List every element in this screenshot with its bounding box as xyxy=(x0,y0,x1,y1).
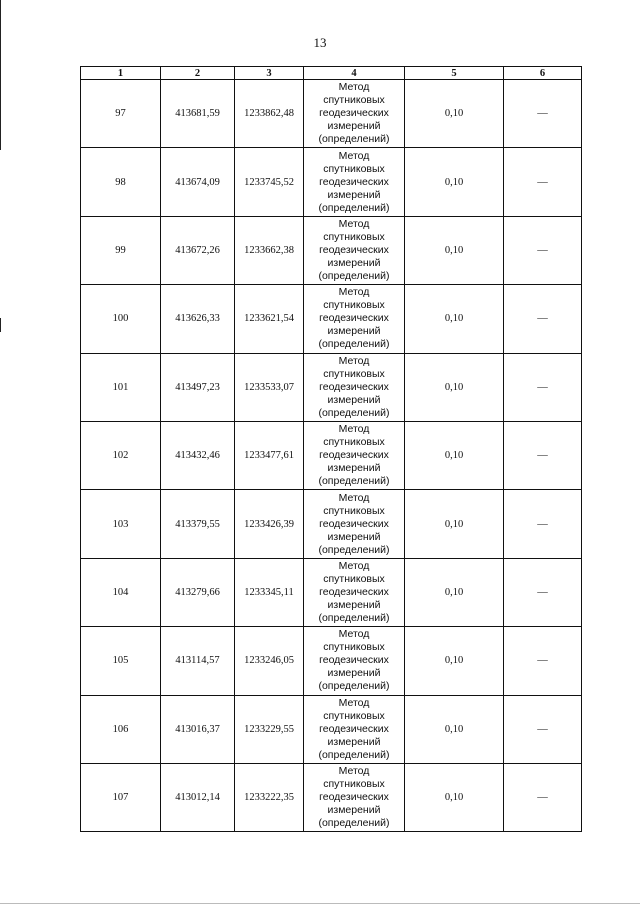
method-line: спутниковых xyxy=(323,94,385,107)
method-line: спутниковых xyxy=(323,641,385,654)
table-row xyxy=(81,421,582,489)
method-line: Метод xyxy=(338,217,370,230)
note-cell: — xyxy=(504,148,582,216)
table-row xyxy=(81,148,582,216)
column-header: 2 xyxy=(161,67,235,80)
method-line: измерений xyxy=(327,667,381,680)
method-line: (определений) xyxy=(318,817,390,830)
table-row xyxy=(81,763,582,831)
column-header: 6 xyxy=(504,67,582,80)
point-number-cell: 107 xyxy=(81,763,161,831)
table-row xyxy=(81,627,582,695)
method-line: геодезических xyxy=(319,722,389,735)
method-line: спутниковых xyxy=(323,230,385,243)
method-cell xyxy=(304,353,405,421)
table-row xyxy=(81,490,582,558)
point-number-cell: 103 xyxy=(81,490,161,558)
method-line: спутниковых xyxy=(323,299,385,312)
note-cell: — xyxy=(504,695,582,763)
method-line: геодезических xyxy=(319,449,389,462)
method-line: Метод xyxy=(338,628,370,641)
note-cell: — xyxy=(504,763,582,831)
method-cell xyxy=(304,558,405,626)
x-coordinate-cell: 413674,09 xyxy=(161,148,235,216)
x-coordinate-cell: 413497,23 xyxy=(161,353,235,421)
accuracy-cell: 0,10 xyxy=(405,148,504,216)
column-header: 5 xyxy=(405,67,504,80)
method-line: (определений) xyxy=(318,680,390,693)
table-row xyxy=(81,353,582,421)
method-line: геодезических xyxy=(319,585,389,598)
method-line: спутниковых xyxy=(323,367,385,380)
method-cell xyxy=(304,627,405,695)
accuracy-cell: 0,10 xyxy=(405,490,504,558)
method-line: Метод xyxy=(338,423,370,436)
method-line: Метод xyxy=(338,354,370,367)
method-line: геодезических xyxy=(319,243,389,256)
method-line: геодезических xyxy=(319,312,389,325)
accuracy-cell: 0,10 xyxy=(405,763,504,831)
accuracy-cell: 0,10 xyxy=(405,695,504,763)
y-coordinate-cell: 1233229,55 xyxy=(235,695,304,763)
accuracy-cell: 0,10 xyxy=(405,421,504,489)
x-coordinate-cell: 413681,59 xyxy=(161,80,235,148)
method-line: (определений) xyxy=(318,406,390,419)
x-coordinate-cell: 413379,55 xyxy=(161,490,235,558)
scan-bottom-edge xyxy=(0,903,640,904)
method-line: геодезических xyxy=(319,107,389,120)
y-coordinate-cell: 1233246,05 xyxy=(235,627,304,695)
method-line: (определений) xyxy=(318,201,390,214)
method-line: измерений xyxy=(327,188,381,201)
method-line: измерений xyxy=(327,120,381,133)
point-number-cell: 106 xyxy=(81,695,161,763)
method-cell xyxy=(304,421,405,489)
note-cell: — xyxy=(504,80,582,148)
method-line: спутниковых xyxy=(323,572,385,585)
method-line: геодезических xyxy=(319,654,389,667)
table-row xyxy=(81,80,582,148)
table-row xyxy=(81,285,582,353)
y-coordinate-cell: 1233477,61 xyxy=(235,421,304,489)
accuracy-cell: 0,10 xyxy=(405,353,504,421)
method-line: геодезических xyxy=(319,380,389,393)
method-cell xyxy=(304,695,405,763)
column-header: 4 xyxy=(304,67,405,80)
method-line: измерений xyxy=(327,256,381,269)
method-line: геодезических xyxy=(319,517,389,530)
accuracy-cell: 0,10 xyxy=(405,558,504,626)
method-line: Метод xyxy=(338,559,370,572)
accuracy-cell: 0,10 xyxy=(405,627,504,695)
y-coordinate-cell: 1233345,11 xyxy=(235,558,304,626)
point-number-cell: 105 xyxy=(81,627,161,695)
coordinates-table xyxy=(80,66,582,832)
column-header: 1 xyxy=(81,67,161,80)
table-header-row xyxy=(81,67,582,80)
method-line: спутниковых xyxy=(323,504,385,517)
method-cell xyxy=(304,763,405,831)
scan-edge-mark xyxy=(0,0,1,150)
method-line: Метод xyxy=(338,765,370,778)
note-cell: — xyxy=(504,627,582,695)
y-coordinate-cell: 1233426,39 xyxy=(235,490,304,558)
x-coordinate-cell: 413432,46 xyxy=(161,421,235,489)
point-number-cell: 101 xyxy=(81,353,161,421)
method-line: спутниковых xyxy=(323,162,385,175)
method-line: (определений) xyxy=(318,269,390,282)
point-number-cell: 104 xyxy=(81,558,161,626)
method-line: (определений) xyxy=(318,133,390,146)
y-coordinate-cell: 1233745,52 xyxy=(235,148,304,216)
method-line: Метод xyxy=(338,696,370,709)
method-line: измерений xyxy=(327,735,381,748)
accuracy-cell: 0,10 xyxy=(405,285,504,353)
accuracy-cell: 0,10 xyxy=(405,80,504,148)
page-number: 13 xyxy=(313,35,327,50)
point-number-cell: 99 xyxy=(81,216,161,284)
method-line: измерений xyxy=(327,325,381,338)
y-coordinate-cell: 1233862,48 xyxy=(235,80,304,148)
method-line: измерений xyxy=(327,804,381,817)
method-line: геодезических xyxy=(319,791,389,804)
method-cell xyxy=(304,216,405,284)
method-line: измерений xyxy=(327,530,381,543)
method-line: (определений) xyxy=(318,475,390,488)
method-line: спутниковых xyxy=(323,778,385,791)
method-cell xyxy=(304,285,405,353)
y-coordinate-cell: 1233222,35 xyxy=(235,763,304,831)
method-line: спутниковых xyxy=(323,709,385,722)
x-coordinate-cell: 413114,57 xyxy=(161,627,235,695)
x-coordinate-cell: 413012,14 xyxy=(161,763,235,831)
method-line: (определений) xyxy=(318,748,390,761)
x-coordinate-cell: 413672,26 xyxy=(161,216,235,284)
point-number-cell: 98 xyxy=(81,148,161,216)
x-coordinate-cell: 413279,66 xyxy=(161,558,235,626)
method-line: геодезических xyxy=(319,175,389,188)
y-coordinate-cell: 1233662,38 xyxy=(235,216,304,284)
method-line: измерений xyxy=(327,598,381,611)
method-line: измерений xyxy=(327,462,381,475)
method-line: спутниковых xyxy=(323,436,385,449)
method-line: (определений) xyxy=(318,543,390,556)
point-number-cell: 97 xyxy=(81,80,161,148)
method-line: Метод xyxy=(338,81,370,94)
point-number-cell: 100 xyxy=(81,285,161,353)
method-line: (определений) xyxy=(318,611,390,624)
note-cell: — xyxy=(504,421,582,489)
table-body xyxy=(81,80,582,832)
method-line: Метод xyxy=(338,491,370,504)
note-cell: — xyxy=(504,353,582,421)
note-cell: — xyxy=(504,285,582,353)
method-cell xyxy=(304,80,405,148)
accuracy-cell: 0,10 xyxy=(405,216,504,284)
point-number-cell: 102 xyxy=(81,421,161,489)
scan-edge-mark-2 xyxy=(0,318,1,332)
method-line: Метод xyxy=(338,149,370,162)
column-header: 3 xyxy=(235,67,304,80)
method-cell xyxy=(304,148,405,216)
table-row xyxy=(81,216,582,284)
x-coordinate-cell: 413016,37 xyxy=(161,695,235,763)
method-line: измерений xyxy=(327,393,381,406)
table-row xyxy=(81,558,582,626)
table-row xyxy=(81,695,582,763)
method-line: Метод xyxy=(338,286,370,299)
method-line: (определений) xyxy=(318,338,390,351)
y-coordinate-cell: 1233533,07 xyxy=(235,353,304,421)
note-cell: — xyxy=(504,558,582,626)
note-cell: — xyxy=(504,490,582,558)
method-cell xyxy=(304,490,405,558)
y-coordinate-cell: 1233621,54 xyxy=(235,285,304,353)
x-coordinate-cell: 413626,33 xyxy=(161,285,235,353)
note-cell: — xyxy=(504,216,582,284)
